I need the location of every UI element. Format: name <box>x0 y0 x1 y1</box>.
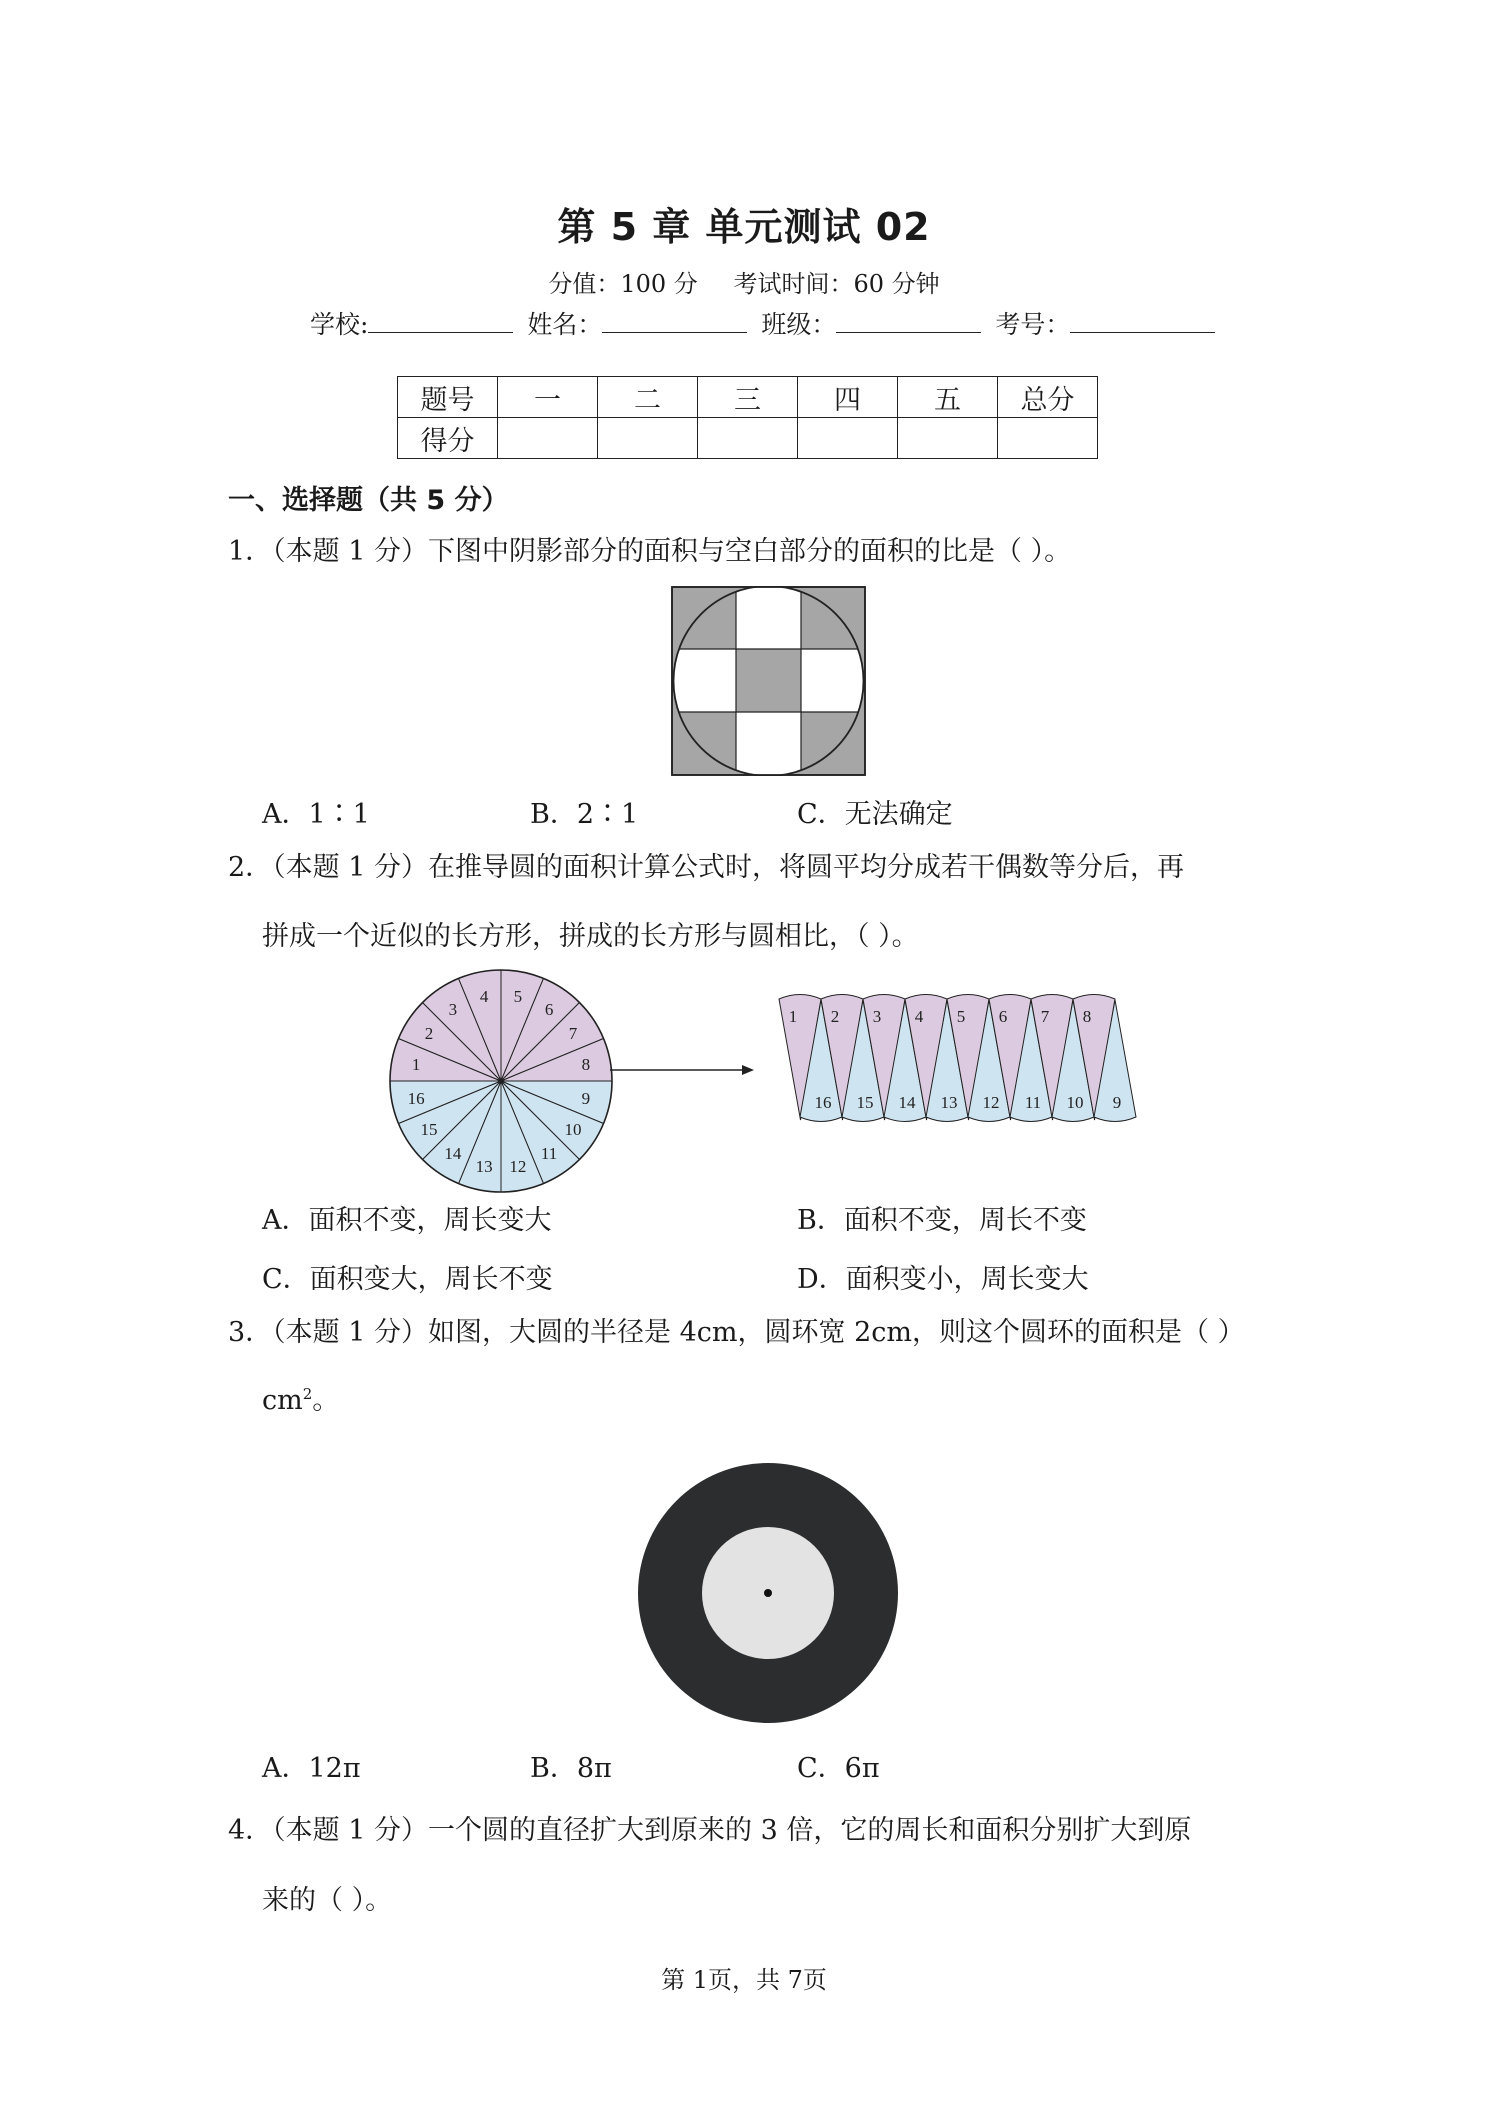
table-cell: 四 <box>798 377 898 418</box>
unit-text: cm <box>262 1385 303 1416</box>
question-1-option-c[interactable]: C．无法确定 <box>797 799 953 830</box>
name-blank[interactable] <box>602 308 747 333</box>
sector-label: 2 <box>424 1023 434 1043</box>
score-input-cell[interactable] <box>498 418 598 459</box>
sector-label: 8 <box>581 1055 591 1075</box>
center-dot <box>764 1589 772 1597</box>
name-field <box>527 305 747 341</box>
question-1-figure <box>671 586 866 776</box>
sector-label: 1 <box>411 1055 421 1075</box>
question-3-option-b[interactable]: B．8π <box>530 1753 612 1784</box>
rect-label-bottom: 11 <box>1024 1093 1042 1112</box>
sector-label: 14 <box>444 1144 462 1163</box>
rect-label-top: 3 <box>872 1007 882 1026</box>
question-3-option-a[interactable]: A．12π <box>262 1753 361 1784</box>
question-2-text-line2: 拼成一个近似的长方形，拼成的长方形与圆相比，（ ）。 <box>262 921 919 952</box>
score-table <box>397 376 1098 459</box>
question-4-text-line1: 4．（本题 1 分）一个圆的直径扩大到原来的 3 倍，它的周长和面积分别扩大到原 <box>228 1815 1192 1846</box>
page-title: 第 5 章 单元测试 02 <box>557 205 931 249</box>
score-info: 分值：100 分 <box>548 270 698 298</box>
rect-label-top: 4 <box>914 1007 924 1026</box>
score-input-cell[interactable] <box>898 418 998 459</box>
table-cell: 二 <box>598 377 698 418</box>
sector-label: 13 <box>475 1156 493 1176</box>
sector-label: 4 <box>479 987 489 1007</box>
question-1-option-b[interactable]: B．2∶1 <box>530 799 639 830</box>
rect-label-top: 1 <box>788 1007 798 1026</box>
transform-arrow-icon <box>606 1060 756 1080</box>
class-blank[interactable] <box>836 308 981 333</box>
unit-end: 。 <box>312 1385 340 1416</box>
sector-label: 15 <box>420 1120 438 1140</box>
question-3-option-c[interactable]: C．6π <box>797 1753 880 1784</box>
question-3-text-line2 <box>262 1378 339 1417</box>
score-input-cell[interactable] <box>598 418 698 459</box>
student-info-fields <box>310 305 1221 341</box>
question-2-option-b[interactable]: B．面积不变，周长不变 <box>797 1205 1087 1236</box>
question-4-text-line2: 来的（ ）。 <box>262 1885 393 1916</box>
exam-number-label: 考号： <box>995 310 1071 339</box>
rect-label-top: 6 <box>998 1007 1008 1026</box>
table-cell: 题号 <box>398 377 498 418</box>
question-2-option-d[interactable]: D．面积变小，周长变大 <box>797 1264 1089 1295</box>
rect-label-bottom: 9 <box>1112 1093 1122 1112</box>
table-cell: 三 <box>698 377 798 418</box>
section-title: 一、选择题（共 5 分） <box>228 485 509 516</box>
rect-label-bottom: 15 <box>856 1093 874 1112</box>
score-input-cell[interactable] <box>998 418 1098 459</box>
rect-label-top: 5 <box>956 1007 966 1026</box>
exam-number-field <box>995 305 1215 341</box>
rect-label-top: 8 <box>1082 1007 1092 1026</box>
rect-label-bottom: 16 <box>814 1093 832 1112</box>
sector-label: 10 <box>564 1120 582 1140</box>
name-label: 姓名： <box>527 310 603 339</box>
rect-label-top: 2 <box>830 1007 840 1026</box>
sector-label: 7 <box>568 1023 578 1043</box>
rect-label-bottom: 10 <box>1066 1093 1084 1112</box>
sector-label: 6 <box>544 1000 554 1019</box>
question-2-circle-figure <box>386 966 616 1196</box>
school-label: 学校: <box>310 310 369 339</box>
unit-superscript: 2 <box>302 1385 313 1403</box>
table-cell: 五 <box>898 377 998 418</box>
class-label: 班级： <box>761 310 837 339</box>
question-2-text-line1: 2．（本题 1 分）在推导圆的面积计算公式时，将圆平均分成若干偶数等分后，再 <box>228 852 1185 883</box>
rect-label-top: 7 <box>1040 1007 1050 1026</box>
sector-label: 16 <box>407 1088 425 1108</box>
table-cell: 得分 <box>398 418 498 459</box>
question-1-option-a[interactable]: A．1∶1 <box>262 799 370 830</box>
rect-label-bottom: 13 <box>940 1093 958 1112</box>
table-cell: 总分 <box>998 377 1098 418</box>
score-table-score-row <box>398 418 1098 459</box>
score-input-cell[interactable] <box>798 418 898 459</box>
class-field <box>761 305 981 341</box>
question-2-option-c[interactable]: C．面积变大，周长不变 <box>262 1264 553 1295</box>
rect-label-bottom: 14 <box>898 1093 916 1112</box>
sector-label: 3 <box>448 1000 458 1019</box>
exam-meta <box>0 264 1488 299</box>
score-table-header-row <box>398 377 1098 418</box>
sector-label: 12 <box>509 1156 527 1176</box>
exam-number-blank[interactable] <box>1070 308 1215 333</box>
score-input-cell[interactable] <box>698 418 798 459</box>
sector-label: 5 <box>513 987 523 1007</box>
sector-label: 11 <box>540 1144 558 1163</box>
school-blank[interactable] <box>368 308 513 333</box>
question-3-text-line1: 3．（本题 1 分）如图，大圆的半径是 4cm，圆环宽 2cm，则这个圆环的面积是（ ） <box>228 1317 1245 1348</box>
question-1-text: 1．（本题 1 分）下图中阴影部分的面积与空白部分的面积的比是（ ）。 <box>228 536 1072 567</box>
page-number: 第 1页，共 7页 <box>661 1966 827 1994</box>
time-info: 考试时间：60 分钟 <box>733 270 940 298</box>
sector-label: 9 <box>581 1088 591 1108</box>
table-cell: 一 <box>498 377 598 418</box>
circle-sectors <box>390 970 612 1192</box>
question-3-ring-figure <box>637 1462 899 1724</box>
question-2-option-a[interactable]: A．面积不变，周长变大 <box>262 1205 552 1236</box>
school-field <box>310 305 513 341</box>
question-2-rectangle-figure <box>775 988 1155 1128</box>
rect-label-bottom: 12 <box>982 1093 1000 1112</box>
